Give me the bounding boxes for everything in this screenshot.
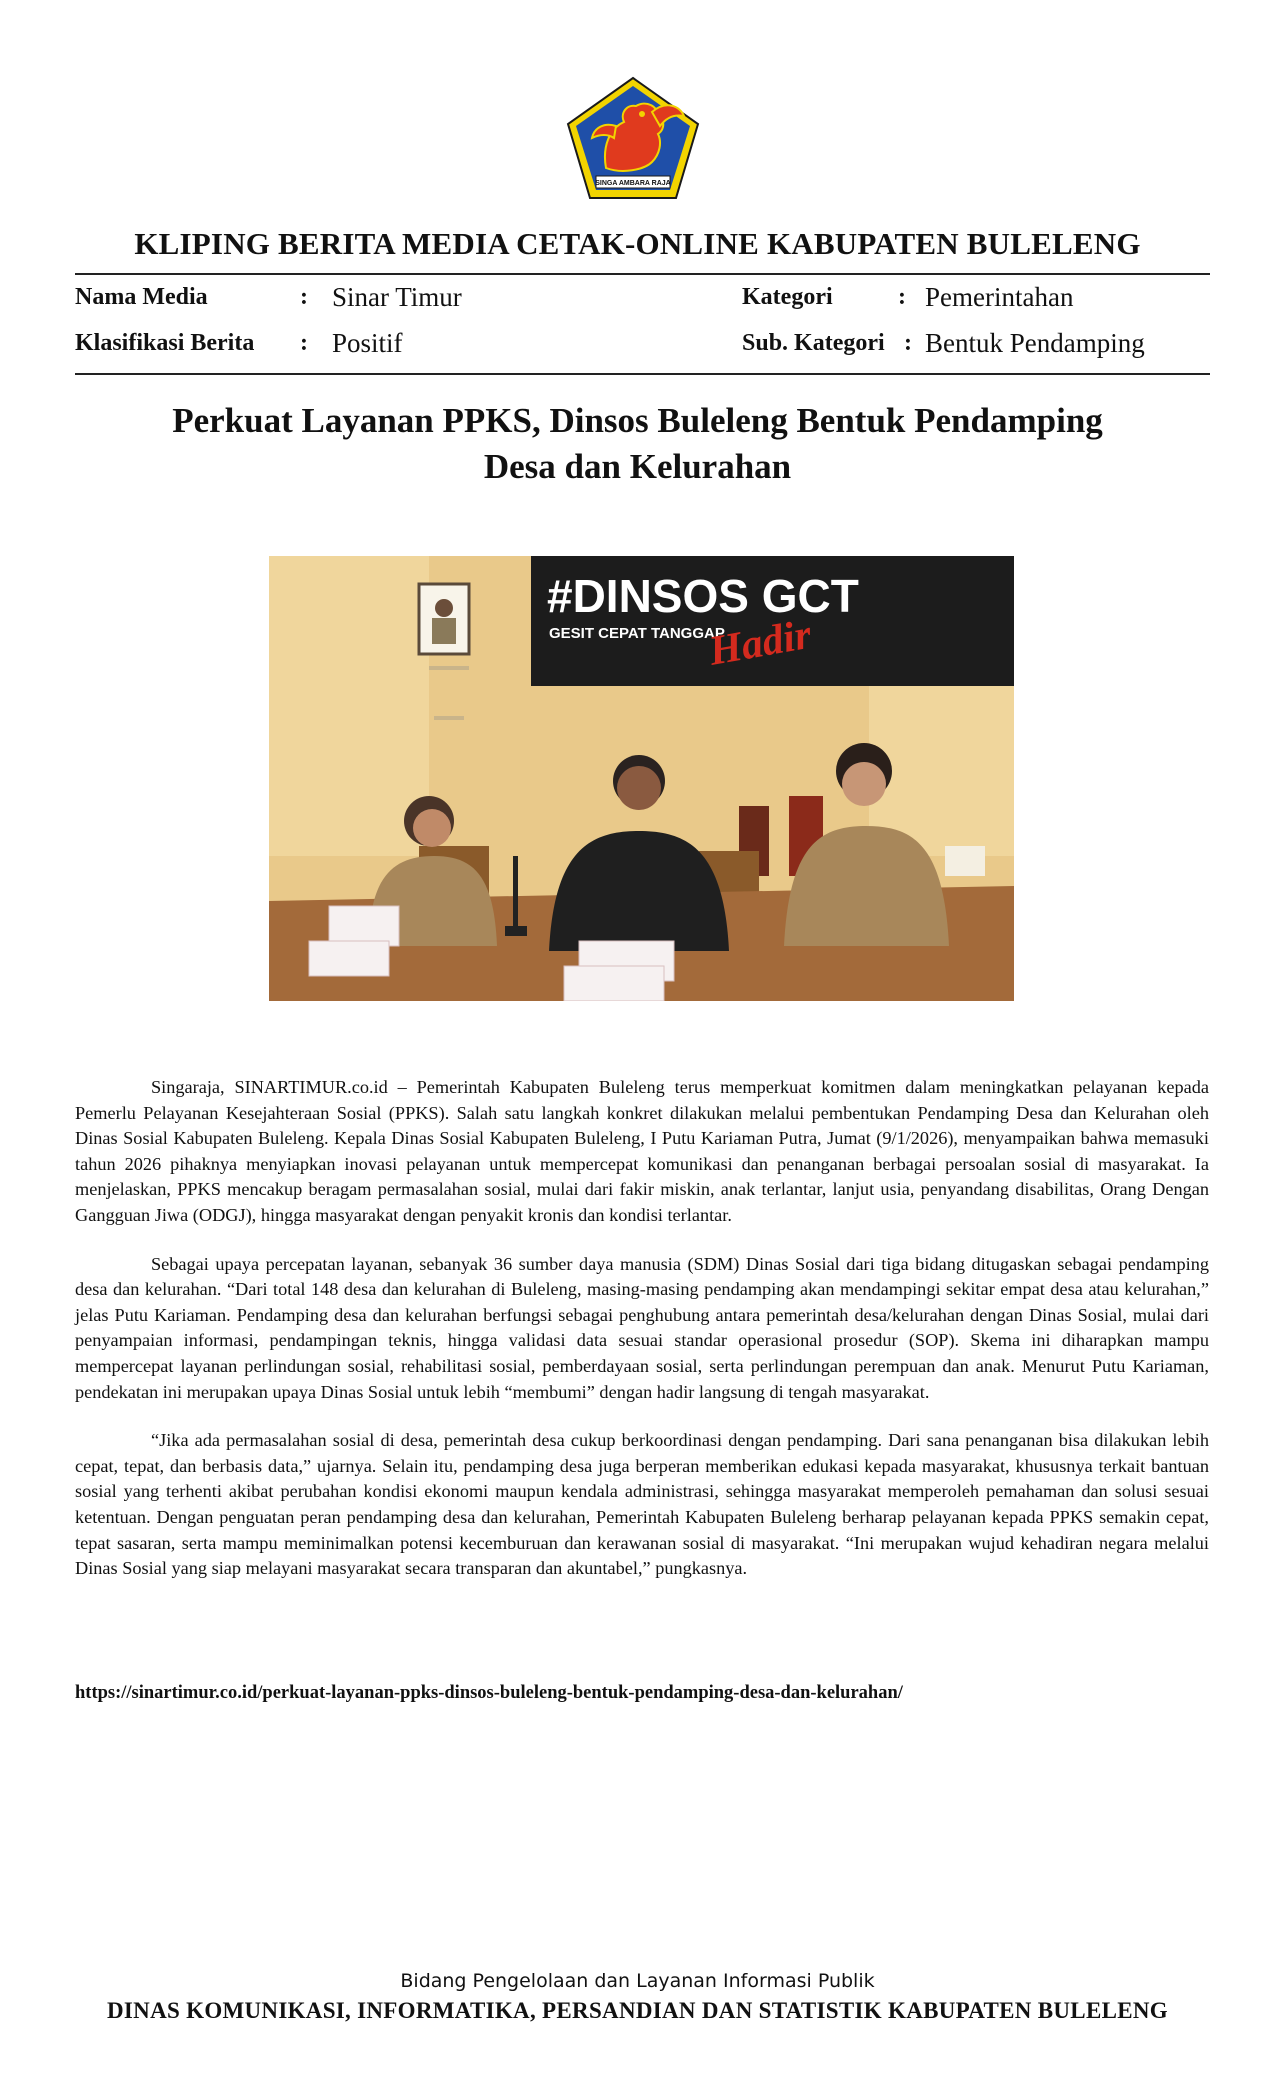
page-title: KLIPING BERITA MEDIA CETAK-ONLINE KABUPATEN BULELENG	[134, 226, 1141, 261]
kategori-label: Kategori	[742, 284, 833, 310]
article-paragraph-2: Sebagai upaya percepatan layanan, sebanyak 36 sumber daya manusia (SDM) Dinas Sosial dari tiga bidang ditugaskan sebagai pendamping desa dan kelurahan. “Dari total 148 desa dan kelurahan di Buleleng, masing-masing pendamping akan mendampingi sekitar empat desa atau kelurahan,” jelas Putu Kariaman. Pendamping desa dan kelurahan berfungsi sebagai penghubung antara pemerintah desa/kelurahan dengan Dinas Sosial, mulai dari penyampaian informasi, pendampingan teknis, hingga validasi data sesuai standar operasional prosedur (SOP). Skema ini diharapkan mampu mempercepat layanan perlindungan sosial, rehabilitasi sosial, pemberdayaan sosial, serta perlindungan perempuan dan anak. Menurut Putu Kariaman, pendekatan ini merupakan upaya Dinas Sosial untuk lebih “membumi” dengan hadir langsung di tengah masyarakat.	[75, 1253, 1209, 1402]
header-top-rule	[75, 273, 1210, 275]
klasifikasi-value: Positif	[332, 328, 403, 358]
article-paragraph-3: “Jika ada permasalahan sosial di desa, pemerintah desa cukup berkoordinasi dengan pendamping. Dari sana penanganan bisa dilakukan lebih cepat, tepat, dan berbasis data,” ujarnya. Selain itu, pendamping desa juga berperan memberikan edukasi kepada masyarakat, khususnya terkait bantuan sosial yang terhenti akibat perubahan kondisi ekonomi maupun kendala administrasi, sehingga masyarakat memperoleh pemahaman dan solusi sesuai ketentuan. Dengan penguatan peran pendamping desa dan kelurahan, Pemerintah Kabupaten Buleleng berharap pelayanan kepada PPKS semakin cepat, tepat sasaran, serta mampu meminimalkan potensi kecemburuan dan kerawanan sosial di masyarakat. “Ini merupakan wujud kehadiran negara melalui Dinas Sosial yang siap melayani masyarakat secara transparan dan akuntabel,” pungkasnya.	[75, 1430, 1209, 1579]
subkategori-label: Sub. Kategori	[742, 330, 885, 356]
subkategori-colon: :	[904, 330, 912, 356]
article-headline	[0, 398, 1275, 490]
media-value: Sinar Timur	[332, 282, 462, 312]
article-body	[75, 1075, 1209, 1605]
buleleng-regency-logo	[566, 76, 700, 200]
header-bottom-rule	[75, 373, 1210, 375]
klasifikasi-label: Klasifikasi Berita	[75, 330, 255, 356]
footer-department: Bidang Pengelolaan dan Layanan Informasi Publik	[400, 1970, 875, 1992]
klasifikasi-colon: :	[300, 330, 308, 356]
subkategori-value: Bentuk Pendamping	[925, 328, 1145, 358]
source-url-link[interactable]: https://sinartimur.co.id/perkuat-layanan-ppks-dinsos-buleleng-bentuk-pendamping-desa-dan-kelurahan/	[75, 1683, 903, 1703]
headline-line-1: Perkuat Layanan PPKS, Dinsos Buleleng Bentuk Pendamping	[172, 401, 1103, 440]
article-photo	[269, 556, 1014, 1001]
photo-banner-text: #DINSOS GCT	[547, 570, 859, 622]
media-label: Nama Media	[75, 284, 208, 310]
photo-banner-script: Hadir	[705, 611, 815, 675]
media-colon: :	[300, 284, 308, 310]
photo-banner-subline: GESIT CEPAT TANGGAP	[549, 625, 725, 642]
logo-caption: SINGA AMBARA RAJA	[595, 180, 671, 187]
kategori-colon: :	[898, 284, 906, 310]
headline-line-2: Desa dan Kelurahan	[483, 447, 792, 486]
footer-agency: DINAS KOMUNIKASI, INFORMATIKA, PERSANDIAN DAN STATISTIK KABUPATEN BULELENG	[107, 1998, 1168, 2023]
article-paragraph-1: Singaraja, SINARTIMUR.co.id – Pemerintah Kabupaten Buleleng terus memperkuat komitmen dalam meningkatkan pelayanan kepada Pemerlu Pelayanan Kesejahteraan Sosial (PPKS). Salah satu langkah konkret dilakukan melalui pembentukan Pendamping Desa dan Kelurahan oleh Dinas Sosial Kabupaten Buleleng. Kepala Dinas Sosial Kabupaten Buleleng, I Putu Kariaman Putra, Jumat (9/1/2026), menyampaikan bahwa memasuki tahun 2026 pihaknya menyiapkan inovasi pelayanan untuk mempercepat komunikasi dan penanganan berbagai persoalan sosial di masyarakat. Ia menjelaskan, PPKS mencakup beragam permasalahan sosial, mulai dari fakir miskin, anak terlantar, lanjut usia, penyandang disabilitas, Orang Dengan Gangguan Jiwa (ODGJ), hingga masyarakat dengan penyakit kronis dan kondisi terlantar.	[75, 1077, 1209, 1225]
kategori-value: Pemerintahan	[925, 282, 1074, 312]
